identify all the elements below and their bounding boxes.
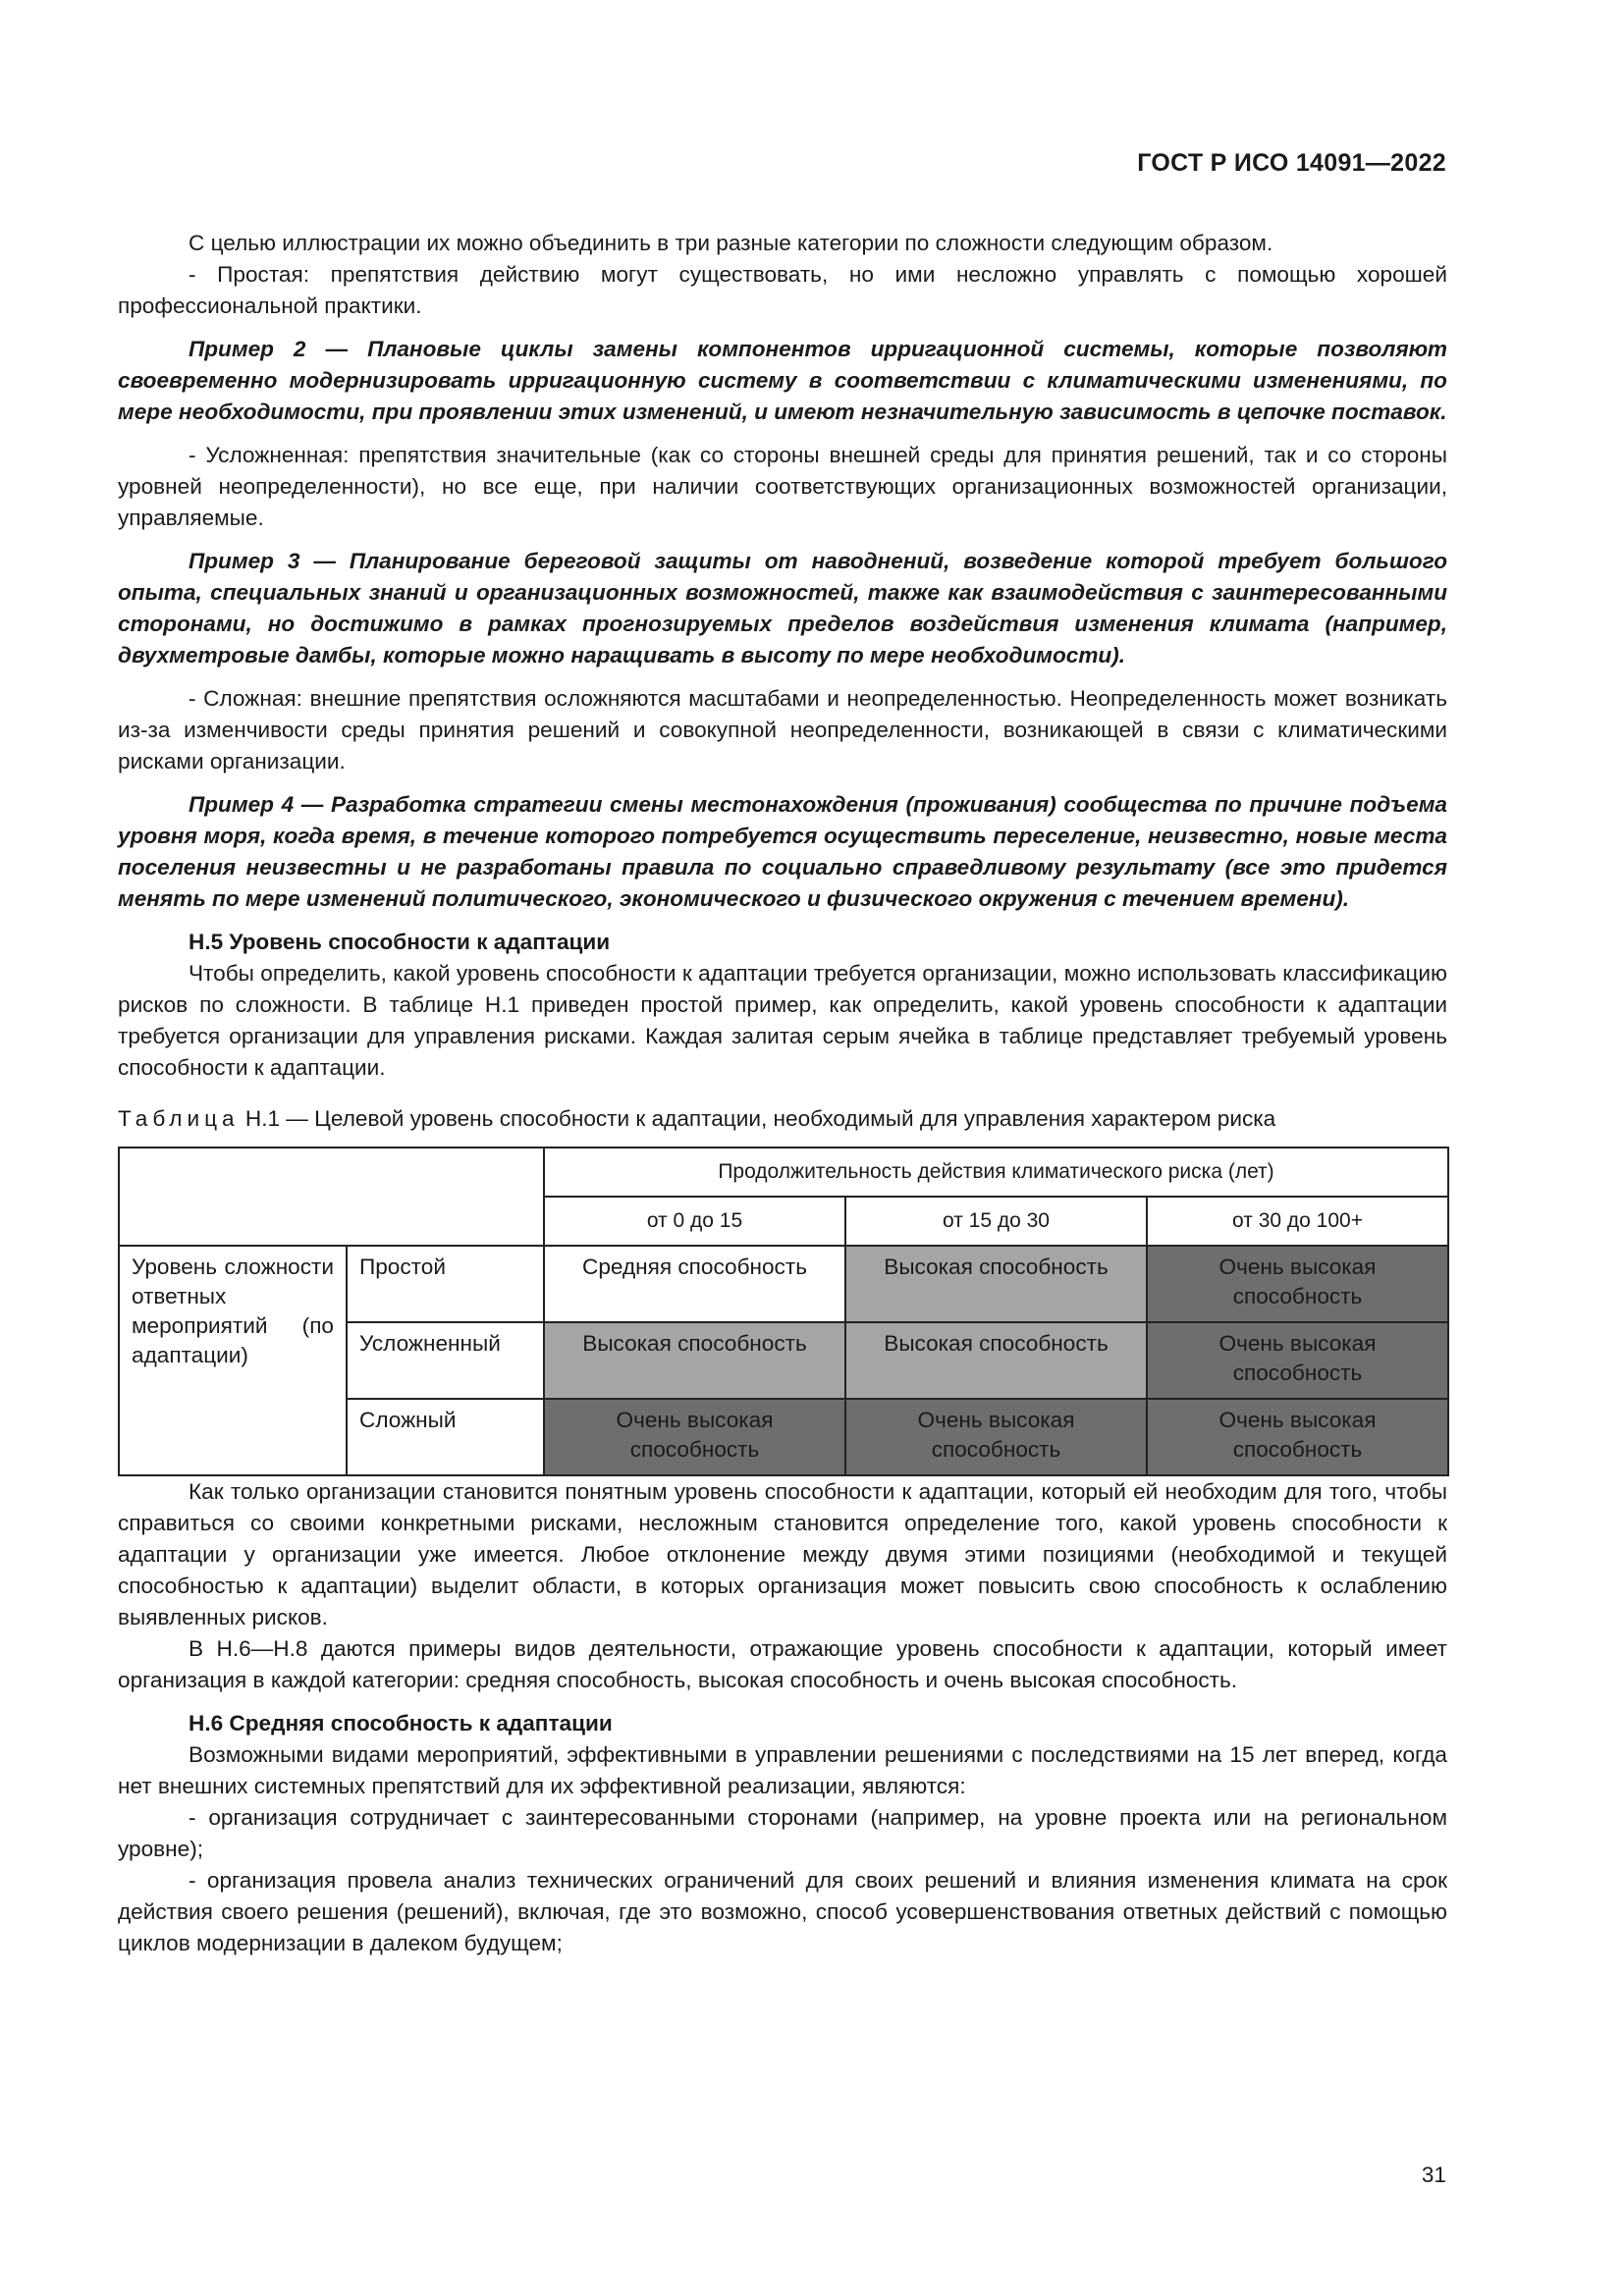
table-cell: Очень высокая способность — [1147, 1246, 1448, 1322]
column-header: от 15 до 30 — [845, 1197, 1147, 1246]
table-caption-prefix: Таблица — [118, 1106, 240, 1131]
column-header: от 30 до 100+ — [1147, 1197, 1448, 1246]
row-label: Усложненный — [347, 1322, 544, 1399]
page-content — [118, 228, 1447, 1959]
table-cell: Очень высокая способность — [845, 1399, 1147, 1475]
table-caption-text: Н.1 — Целевой уровень способности к адаптации, необходимый для управления характером риска — [244, 1106, 1276, 1131]
example-paragraph: Пример 4 — Разработка стратегии смены местонахождения (проживания) сообщества по причине подъема уровня моря, когда время, в течение которого потребуется осуществить переселение, неизвестно, новые места поселения неизвестны и не разработаны правила по социально справедливому результату (все это придется менять по мере изменений политического, экономического и физического окружения с течением времени). — [118, 792, 1447, 911]
paragraph: С целью иллюстрации их можно объединить в три разные категории по сложности следующим образом. — [189, 231, 1273, 255]
table-cell: Высокая способность — [845, 1246, 1147, 1322]
paragraph: - Сложная: внешние препятствия осложняются масштабами и неопределенностью. Неопределенность может возникать из-за изменчивости среды принятия решений и совокупной неопределенности, возникающей в связи с климатическими рисками организации. — [118, 686, 1447, 774]
paragraph: Чтобы определить, какой уровень способности к адаптации требуется организации, можно использовать классификацию рисков по сложности. В таблице Н.1 приведен простой пример, как определить, какой уровень способности к адаптации требуется организации для управления рисками. Каждая залитая серым ячейка в таблице представляет требуемый уровень способности к адаптации. — [118, 961, 1447, 1080]
paragraph: - организация провела анализ технических ограничений для своих решений и влияния изменения климата на срок действия своего решения (решений), включая, где это возможно, способ усовершенствования ответных действий с помощью циклов модернизации в далеком будущем; — [118, 1868, 1447, 1955]
page-number: 31 — [1421, 2163, 1446, 2187]
row-label: Сложный — [347, 1399, 544, 1475]
document-id-header: ГОСТ Р ИСО 14091—2022 — [1137, 149, 1446, 177]
table-cell: Очень высокая способность — [544, 1399, 845, 1475]
table-cell: Высокая способность — [845, 1322, 1147, 1399]
table-cell: Очень высокая способность — [1147, 1399, 1448, 1475]
paragraph: - Простая: препятствия действию могут существовать, но ими несложно управлять с помощью хорошей профессиональной практики. — [118, 262, 1447, 318]
table-cell: Средняя способность — [544, 1246, 845, 1322]
table-corner-cell — [119, 1148, 544, 1246]
table-row — [119, 1246, 1448, 1322]
paragraph: В Н.6—Н.8 даются примеры видов деятельности, отражающие уровень способности к адаптации, который имеет организация в каждой категории: средняя способность, высокая способность и очень высокая способность. — [118, 1636, 1447, 1692]
example-paragraph: Пример 3 — Планирование береговой защиты от наводнений, возведение которой требует большого опыта, специальных знаний и организационных возможностей, также как взаимодействия с заинтересованными сторонами, но достижимо в рамках прогнозируемых пределов воздействия изменения климата (например, двухметровые дамбы, которые можно наращивать в высоту по мере необходимости). — [118, 549, 1447, 667]
row-group-label: Уровень сложности ответных мероприятий (по адаптации) — [119, 1246, 347, 1475]
paragraph: Возможными видами мероприятий, эффективными в управлении решениями с последствиями на 15 лет вперед, когда нет внешних системных препятствий для их эффективной реализации, являются: — [118, 1742, 1447, 1798]
table-header-row — [119, 1148, 1448, 1197]
paragraph: - организация сотрудничает с заинтересованными сторонами (например, на уровне проекта или на региональном уровне); — [118, 1805, 1447, 1861]
paragraph: Как только организации становится понятным уровень способности к адаптации, который ей необходим для того, чтобы справиться со своими конкретными рисками, несложным становится определение того, какой уровень способности к адаптации у организации уже имеется. Любое отклонение между двумя этими позициями (необходимой и текущей способностью к адаптации) выделит области, в которых организация может повысить свою способность к ослаблению выявленных рисков. — [118, 1479, 1447, 1629]
paragraph: - Усложненная: препятствия значительные (как со стороны внешней среды для принятия решений, так и со стороны уровней неопределенности), но все еще, при наличии соответствующих организационных возможностей организации, управляемые. — [118, 443, 1447, 530]
table-cell: Высокая способность — [544, 1322, 845, 1399]
example-paragraph: Пример 2 — Плановые циклы замены компонентов ирригационной системы, которые позволяют своевременно модернизировать ирригационную систему в соответствии с климатическими изменениями, по мере необходимости, при проявлении этих изменений, и имеют незначительную зависимость в цепочке поставок. — [118, 337, 1447, 424]
section-heading: Н.5 Уровень способности к адаптации — [189, 930, 611, 954]
column-header: от 0 до 15 — [544, 1197, 845, 1246]
section-heading: Н.6 Средняя способность к адаптации — [189, 1711, 613, 1735]
duration-header: Продолжительность действия климатического риска (лет) — [544, 1148, 1448, 1197]
row-label: Простой — [347, 1246, 544, 1322]
table-cell: Очень высокая способность — [1147, 1322, 1448, 1399]
table-caption — [118, 1103, 1447, 1135]
adaptation-capacity-table — [118, 1147, 1449, 1476]
